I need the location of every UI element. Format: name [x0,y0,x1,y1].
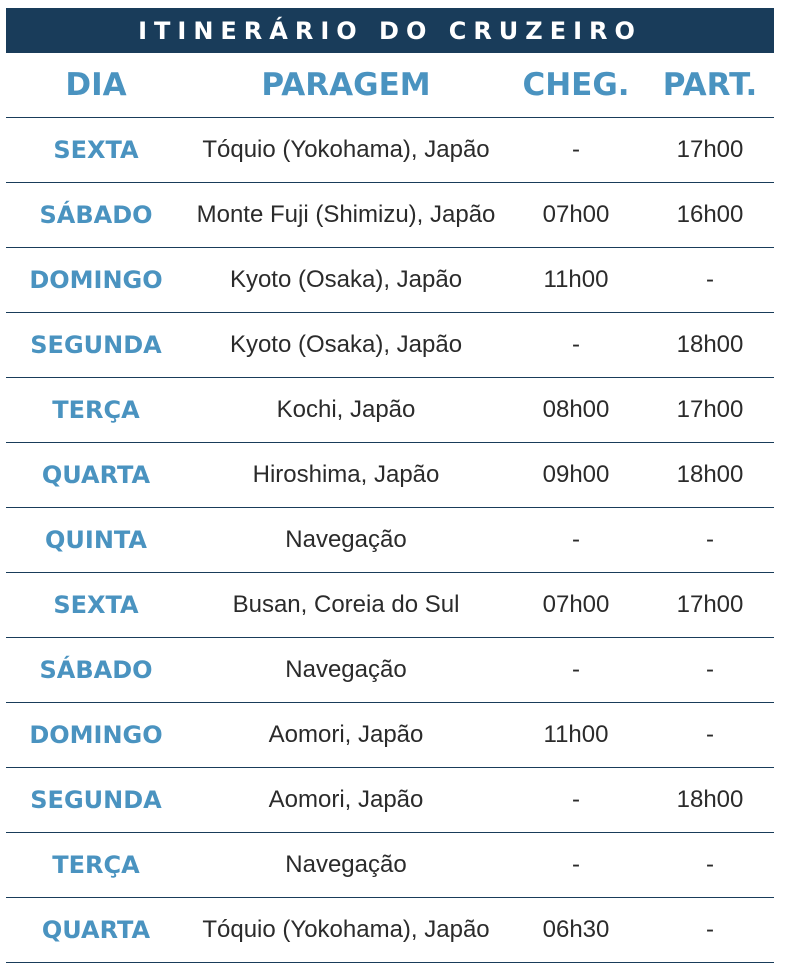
title-banner [6,8,774,53]
departure-cell: 18h00 [676,331,744,358]
day-cell: QUARTA [41,461,151,489]
column-header-day: DIA [65,67,127,103]
departure-cell: - [706,656,714,683]
departure-cell: - [706,851,714,878]
arrival-cell: - [572,851,580,878]
arrival-cell: 08h00 [542,396,610,423]
column-header-stop: PARAGEM [261,67,431,103]
day-cell: TERÇA [52,396,140,424]
stop-cell: Navegação [285,526,407,553]
day-cell: SÁBADO [39,201,153,229]
stop-cell: Aomori, Japão [268,721,424,748]
table-row [6,833,774,898]
itinerary-table [6,53,774,963]
arrival-cell: - [572,136,580,163]
stop-cell: Hiroshima, Japão [252,461,440,488]
table-row [6,313,774,378]
departure-cell: 17h00 [676,396,744,423]
departure-cell: 18h00 [676,786,744,813]
arrival-cell: 07h00 [542,201,610,228]
departure-cell: - [706,721,714,748]
stop-cell: Tóquio (Yokohama), Japão [202,916,490,943]
stop-cell: Kyoto (Osaka), Japão [229,331,463,358]
table-row [6,378,774,443]
day-cell: SEXTA [53,136,139,164]
column-header-arrival: CHEG. [522,67,630,103]
day-cell: SEXTA [53,591,139,619]
day-cell: SEGUNDA [30,331,162,359]
day-cell: SÁBADO [39,656,153,684]
departure-cell: - [706,266,714,293]
departure-cell: 16h00 [676,201,744,228]
table-row [6,573,774,638]
stop-cell: Tóquio (Yokohama), Japão [202,136,490,163]
table-row [6,703,774,768]
arrival-cell: - [572,526,580,553]
stop-cell: Busan, Coreia do Sul [232,591,460,618]
table-row [6,443,774,508]
arrival-cell: - [572,786,580,813]
arrival-cell: 06h30 [542,916,610,943]
table-row [6,508,774,573]
departure-cell: 17h00 [676,591,744,618]
stop-cell: Monte Fuji (Shimizu), Japão [196,201,496,228]
day-cell: DOMINGO [29,266,163,294]
arrival-cell: 11h00 [543,266,609,293]
arrival-cell: - [572,331,580,358]
table-row [6,638,774,703]
departure-cell: - [706,526,714,553]
departure-cell: 17h00 [676,136,744,163]
arrival-cell: 07h00 [542,591,610,618]
table-row [6,898,774,963]
day-cell: QUARTA [41,916,151,944]
arrival-cell: 09h00 [542,461,610,488]
table-row [6,183,774,248]
day-cell: SEGUNDA [30,786,162,814]
stop-cell: Navegação [285,851,407,878]
table-row [6,118,774,183]
table-header-row [6,53,774,118]
departure-cell: 18h00 [676,461,744,488]
day-cell: DOMINGO [29,721,163,749]
arrival-cell: - [572,656,580,683]
day-cell: TERÇA [52,851,140,879]
departure-cell: - [706,916,714,943]
table-row [6,248,774,313]
day-cell: QUINTA [45,526,147,554]
stop-cell: Navegação [285,656,407,683]
stop-cell: Aomori, Japão [268,786,424,813]
stop-cell: Kochi, Japão [276,396,416,423]
table-row [6,768,774,833]
column-header-departure: PART. [662,67,758,103]
stop-cell: Kyoto (Osaka), Japão [229,266,463,293]
page-title: ITINERÁRIO DO CRUZEIRO [138,16,642,45]
arrival-cell: 11h00 [543,721,609,748]
